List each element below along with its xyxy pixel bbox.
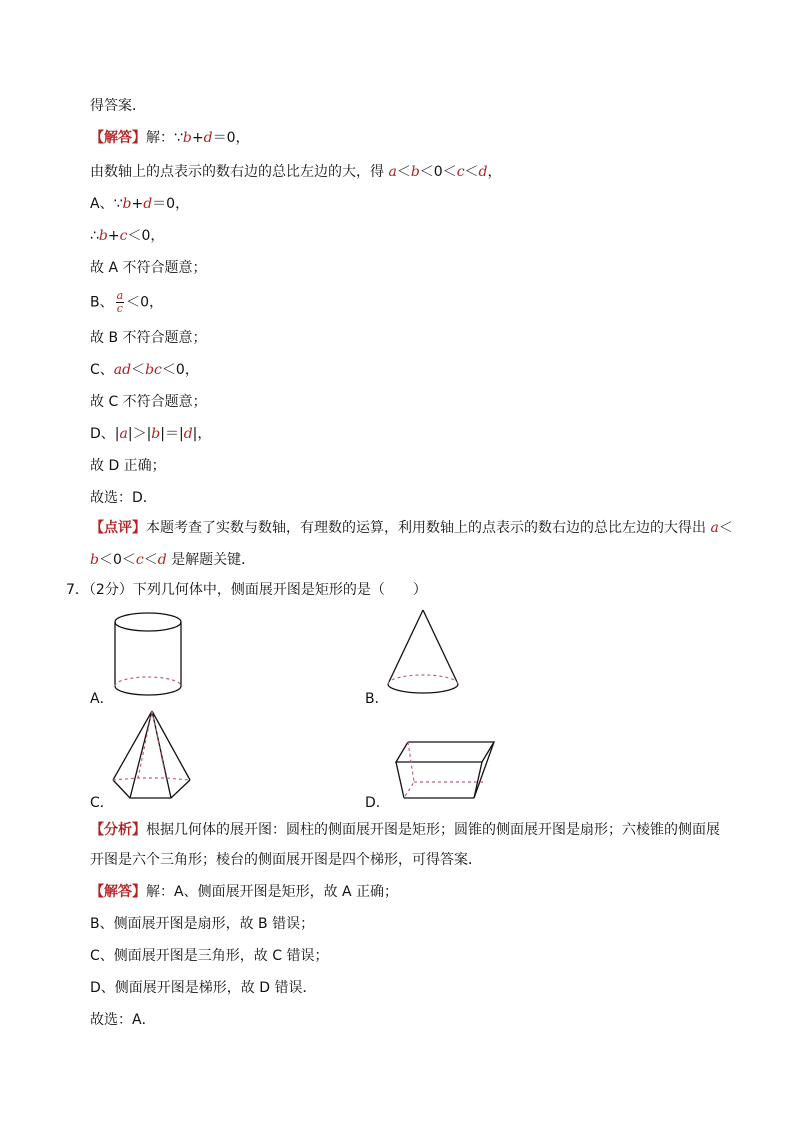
solution-line xyxy=(90,914,314,934)
text: ＜ xyxy=(143,552,158,568)
math-var: b xyxy=(410,164,420,180)
text: + xyxy=(131,196,144,212)
analysis-line xyxy=(90,820,720,840)
math-var: b xyxy=(98,228,108,244)
jieda-tag: 【解答】 xyxy=(90,130,146,146)
text: |＝| xyxy=(160,426,184,442)
math-var: d xyxy=(157,552,167,568)
text: |＞| xyxy=(127,426,152,442)
text: C、侧面展开图是三角形，故 C 错误； xyxy=(90,948,329,964)
text-line xyxy=(90,96,146,116)
text: ＜0＜ xyxy=(419,164,457,180)
text: 故 A 不符合题意； xyxy=(90,260,207,276)
math-var: b xyxy=(122,196,132,212)
text: + xyxy=(191,130,204,146)
text-line xyxy=(90,392,207,412)
text: ＝0， xyxy=(152,196,190,212)
math-var: bc xyxy=(145,362,162,378)
analysis-line xyxy=(90,850,482,870)
text: 故 C 不符合题意； xyxy=(90,394,207,410)
solution-heading xyxy=(90,128,250,148)
text: 得答案． xyxy=(90,98,146,114)
math-var: a xyxy=(388,164,397,180)
text-line xyxy=(90,360,199,380)
math-var: c xyxy=(456,164,465,180)
question-stem xyxy=(66,580,427,600)
text: 根据几何体的展开图：圆柱的侧面展开图是矩形；圆锥的侧面展开图是扇形；六棱锥的侧面展 xyxy=(146,822,720,838)
text: 故选：D． xyxy=(90,490,157,506)
cone-figure xyxy=(380,606,470,698)
math-var: b xyxy=(182,130,192,146)
text-line xyxy=(90,194,189,214)
math-var: a xyxy=(710,520,719,536)
text-line xyxy=(90,290,163,315)
text: ＝0， xyxy=(212,130,250,146)
comment-line xyxy=(90,518,733,538)
text: B、侧面展开图是扇形，故 B 错误； xyxy=(90,916,315,932)
text-line xyxy=(90,162,502,182)
text-line xyxy=(90,488,157,508)
solution-line xyxy=(90,882,398,902)
question-text: 7．（2分）下列几何体中，侧面展开图是矩形的是（ ） xyxy=(66,582,427,598)
text: C、 xyxy=(90,362,114,378)
text: A、∵ xyxy=(90,196,123,212)
text: ∴ xyxy=(90,228,99,244)
text: ＜0， xyxy=(161,362,199,378)
solution-line xyxy=(90,1010,156,1030)
comment-line xyxy=(90,550,255,570)
option-b-label: B． xyxy=(365,691,389,707)
text: 本题考查了实数与数轴，有理数的运算，利用数轴上的点表示的数右边的总比左边的大得出 xyxy=(146,520,711,536)
text: + xyxy=(107,228,120,244)
text: B、 xyxy=(90,294,114,311)
text: |， xyxy=(192,426,212,442)
text: 解：∵ xyxy=(146,130,183,146)
math-var: d xyxy=(143,196,153,212)
solution-line xyxy=(90,946,328,966)
text: 解：A、侧面展开图是矩形，故 A 正确； xyxy=(146,884,399,900)
text: ＜0＜ xyxy=(98,552,136,568)
math-var: c xyxy=(119,228,128,244)
option-c-label: C． xyxy=(90,795,114,811)
fenxi-tag: 【分析】 xyxy=(90,822,146,838)
math-var: b xyxy=(151,426,161,442)
text: ＜ xyxy=(131,362,146,378)
math-var: a xyxy=(119,426,128,442)
hexagonal-pyramid-figure xyxy=(108,708,208,804)
text: ＜ xyxy=(718,520,733,536)
jieda-tag: 【解答】 xyxy=(90,884,146,900)
frustum-figure xyxy=(388,738,500,804)
fraction xyxy=(116,290,125,315)
text: 故 B 不符合题意； xyxy=(90,330,207,346)
text-line xyxy=(90,424,211,444)
dianping-tag: 【点评】 xyxy=(90,520,146,536)
text: 由数轴上的点表示的数右边的总比左边的大，得 xyxy=(90,164,389,180)
denominator: c xyxy=(116,302,123,315)
math-var: d xyxy=(183,426,193,442)
text: 故选：A． xyxy=(90,1012,156,1028)
option-a-label: A． xyxy=(90,691,114,707)
text: ＜0， xyxy=(126,294,164,311)
text-line xyxy=(90,258,206,278)
text: D、| xyxy=(90,426,120,442)
math-var: d xyxy=(203,130,213,146)
solution-line xyxy=(90,978,316,998)
text-line xyxy=(90,456,166,476)
text: 故 D 正确； xyxy=(90,458,166,474)
text-line xyxy=(90,328,207,348)
text: ＜0， xyxy=(127,228,165,244)
text: D、侧面展开图是梯形，故 D 错误． xyxy=(90,980,317,996)
math-var: b xyxy=(90,552,99,568)
cylinder-figure xyxy=(100,608,200,700)
text-line xyxy=(90,226,164,246)
text: 开图是六个三角形；棱台的侧面展开图是四个梯形，可得答案． xyxy=(90,852,482,868)
text: ＜ xyxy=(396,164,411,180)
text: ， xyxy=(487,164,502,180)
text: 是解题关键． xyxy=(166,552,256,568)
option-d-label: D． xyxy=(365,795,390,811)
math-var: c xyxy=(135,552,144,568)
numerator: a xyxy=(116,289,124,302)
math-var: d xyxy=(478,164,488,180)
text: ＜ xyxy=(464,164,479,180)
math-var: ad xyxy=(113,362,132,378)
